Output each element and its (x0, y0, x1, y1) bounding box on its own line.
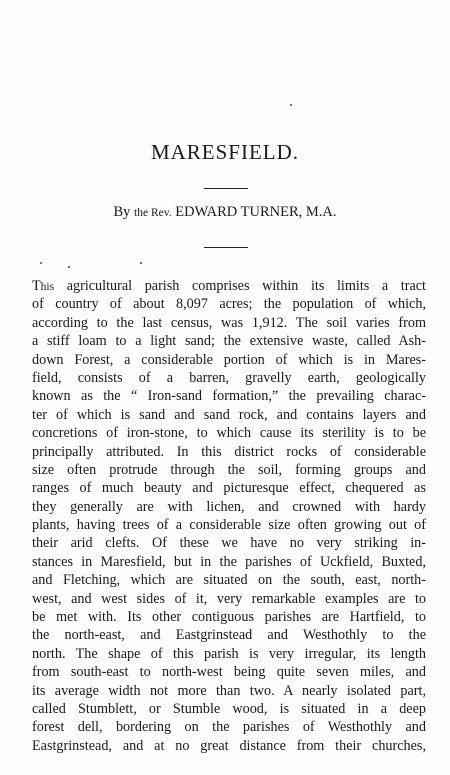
text-line: of country of about 8,097 acres; the population of which, (32, 296, 426, 313)
byline-the-rev: the Rev. (134, 207, 172, 219)
text-line: west, and west sides of it, very remarkable examples are to (32, 590, 426, 607)
title-rule (204, 188, 248, 189)
byline (0, 204, 450, 221)
page-title: MARESFIELD. (150, 140, 300, 164)
text-line: from south-east to north-west being quite seven miles, and (32, 664, 426, 681)
text-line: Eastgrinstead, and at no great distance from their churches, (32, 737, 426, 754)
text-line: they generally are with lichen, and crowned with hardy (32, 498, 426, 515)
lead-cap: T (32, 278, 41, 294)
ink-speck (140, 262, 142, 264)
line-text: agricultural parish comprises within its limits a tract (54, 278, 426, 294)
text-line: a stiff loam to a light sand; the extensive waste, called Ash- (32, 333, 426, 350)
lead-smallcaps: his (40, 281, 55, 293)
text-line: and Fletching, which are situated on the south, east, north- (32, 572, 426, 589)
text-line: size often protrude through the soil, forming groups and (32, 461, 426, 478)
byline-author: EDWARD TURNER, M.A. (175, 204, 337, 220)
text-line: its average width not more than two. A nearly isolated part, (32, 682, 426, 699)
text-line: principally attributed. In this district rocks of considerable (32, 443, 426, 460)
text-line: north. The shape of this parish is very irregular, its length (32, 645, 426, 662)
ink-speck (68, 266, 70, 268)
text-line: be met with. Its other contiguous parishes are Hartfield, to (32, 609, 426, 626)
body-text (32, 277, 426, 755)
text-line: their arid clefts. Of these we have no very striking in- (32, 535, 426, 552)
text-line: plants, having trees of a considerable size often growing out of (32, 517, 426, 534)
text-line: down Forest, a considerable portion of which is in Mares- (32, 351, 426, 368)
text-line: field, consists of a barren, gravelly earth, geologically (32, 369, 426, 386)
text-line (32, 277, 426, 295)
text-line: ter of which is sand and sand rock, and contains layers and (32, 406, 426, 423)
byline-rule (204, 247, 248, 248)
text-line: stances in Maresfield, but in the parishes of Uckfield, Buxted, (32, 553, 426, 570)
ink-speck (290, 104, 292, 106)
text-line: called Stumblett, or Stumble wood, is situated in a deep (32, 700, 426, 717)
ink-speck (40, 262, 42, 264)
text-line: concretions of iron-stone, to which cause its sterility is to be (32, 425, 426, 442)
text-line: forest dell, bordering on the parishes of Westhothly and (32, 719, 426, 736)
text-line: according to the last census, was 1,912. The soil varies from (32, 314, 426, 331)
byline-by: By (113, 204, 131, 220)
text-line: known as the “ Iron-sand formation,” the prevailing charac- (32, 388, 426, 405)
text-line: ranges of much beauty and picturesque effect, chequered as (32, 480, 426, 497)
text-line: the north-east, and Eastgrinstead and Westhothly to the (32, 627, 426, 644)
